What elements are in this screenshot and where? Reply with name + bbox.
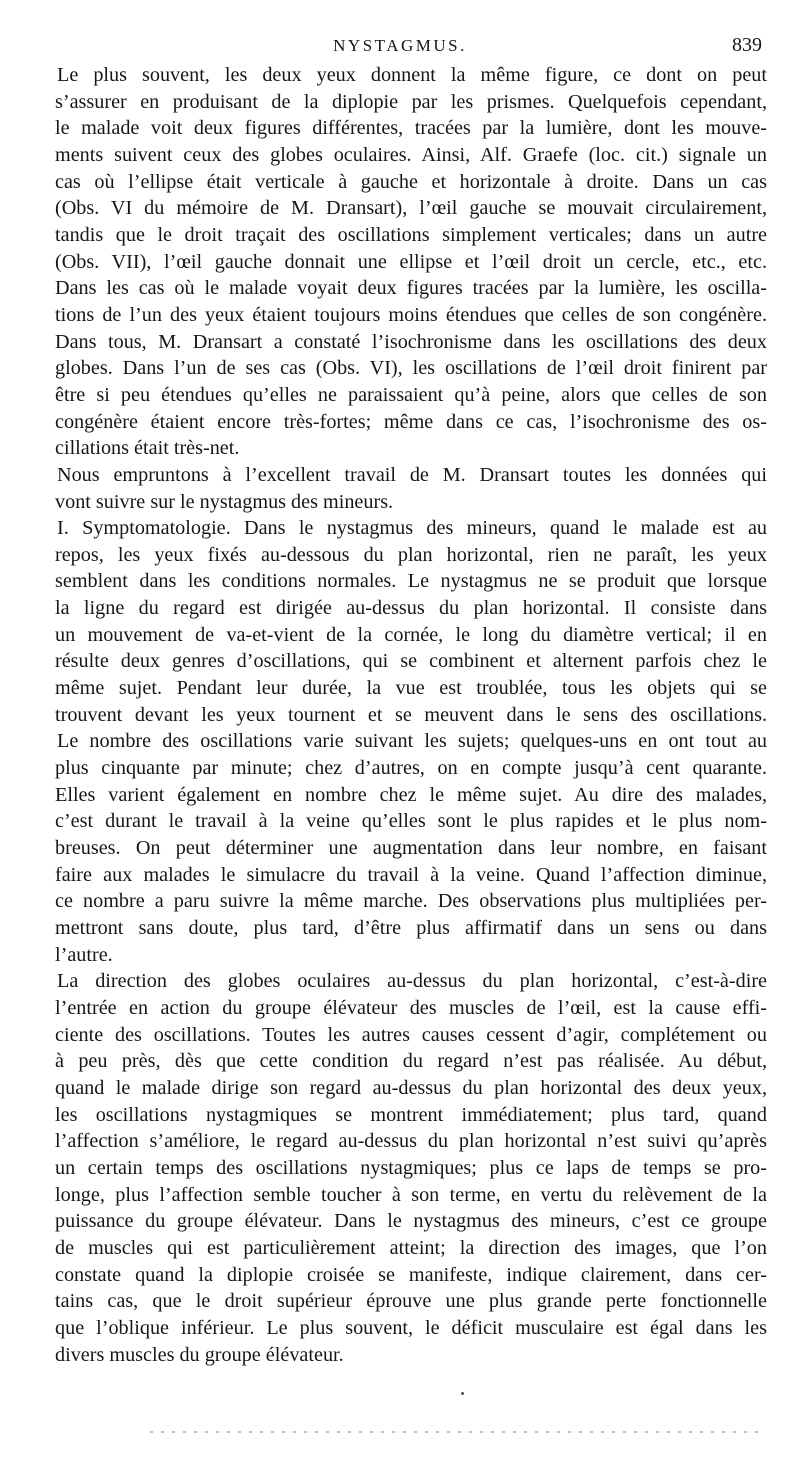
text-line: de muscles qui est particulièrement atteint; la direction des images, que l’on bbox=[55, 1236, 767, 1259]
text-line: ments suivent ceux des globes oculaires. Ainsi, Alf. Graefe (loc. cit.) signale un bbox=[55, 143, 767, 166]
text-line: les oscillations nystagmiques se montrent immédiatement; plus tard, quand bbox=[55, 1103, 767, 1126]
text-line: ciente des oscillations. Toutes les autres causes cessent d’agir, complétement ou bbox=[55, 1023, 767, 1046]
text-line: l’entrée en action du groupe élévateur des muscles de l’œil, est la cause effi- bbox=[55, 996, 767, 1019]
text-line: globes. Dans l’un de ses cas (Obs. VI), les oscillations de l’œil droit finirent par bbox=[55, 357, 767, 380]
text-line: un certain temps des oscillations nystagmiques; plus ce laps de temps se pro- bbox=[55, 1156, 767, 1179]
text-line: (Obs. VII), l’œil gauche donnait une ellipse et l’œil droit un cercle, etc., etc. bbox=[55, 250, 767, 273]
running-title: NYSTAGMUS. bbox=[333, 36, 467, 55]
text-line: résulte deux genres d’oscillations, qui se combinent et alternent parfois chez le bbox=[55, 650, 767, 673]
text-line: divers muscles du groupe élévateur. bbox=[55, 1343, 344, 1366]
text-line: Elles varient également en nombre chez le même sujet. Au dire des malades, bbox=[55, 783, 767, 806]
text-line: Nous empruntons à l’excellent travail de M. Dransart toutes les données qui bbox=[57, 463, 767, 486]
text-line: s’assurer en produisant de la diplopie par les prismes. Quelquefois cependant, bbox=[55, 90, 767, 113]
text-line: longe, plus l’affection semble toucher à son terme, en vertu du relèvement de la bbox=[55, 1183, 767, 1206]
text-line: tandis que le droit traçait des oscillations simplement verticales; dans un autre bbox=[55, 223, 767, 246]
text-line: c’est durant le travail à la veine qu’elles sont le plus rapides et le plus nom- bbox=[55, 810, 767, 833]
text-line: un mouvement de va-et-vient de la cornée, le long du diamètre vertical; il en bbox=[55, 623, 767, 646]
text-line: plus cinquante par minute; chez d’autres, on en compte jusqu’à cent quarante. bbox=[55, 757, 767, 780]
text-line: congénère étaient encore très-fortes; même dans ce cas, l’isochronisme des os- bbox=[55, 410, 767, 433]
text-line: ce nombre a paru suivre la même marche. Des observations plus multipliées per- bbox=[55, 890, 767, 913]
text-line: que l’oblique inférieur. Le plus souvent, le déficit musculaire est égal dans les bbox=[55, 1316, 767, 1339]
bottom-edge-artifact bbox=[150, 1431, 760, 1433]
text-line: I. Symptomatologie. Dans le nystagmus des mineurs, quand le malade est au bbox=[57, 517, 767, 540]
text-line: le malade voit deux figures différentes, tracées par la lumière, dont les mouve- bbox=[55, 117, 767, 140]
paragraph-diplopia-figures bbox=[55, 62, 767, 462]
text-line: la ligne du regard est dirigée au-dessus du plan horizontal. Il consiste dans bbox=[55, 597, 767, 620]
page-number: 839 bbox=[732, 34, 762, 56]
body-text bbox=[55, 62, 767, 1368]
text-line: à peu près, dès que cette condition du regard n’est pas réalisée. Au début, bbox=[55, 1050, 767, 1073]
text-line: Le nombre des oscillations varie suivant les sujets; quelques-uns en ont tout au bbox=[57, 730, 767, 753]
text-line: puissance du groupe élévateur. Dans le nystagmus des mineurs, c’est ce groupe bbox=[55, 1210, 767, 1233]
text-line: repos, les yeux fixés au-dessous du plan horizontal, rien ne paraît, les yeux bbox=[55, 543, 767, 566]
text-line: Le plus souvent, les deux yeux donnent la même figure, ce dont on peut bbox=[57, 64, 767, 86]
paragraph-elevator-group bbox=[55, 968, 767, 1368]
paragraph-symptomatologie bbox=[55, 515, 767, 728]
running-head bbox=[0, 34, 800, 64]
text-line: cas où l’ellipse était verticale à gauche et horizontale à droite. Dans un cas bbox=[55, 170, 767, 193]
text-line: l’autre. bbox=[55, 943, 113, 966]
text-line: La direction des globes oculaires au-dessus du plan horizontal, c’est-à-dire bbox=[57, 970, 767, 993]
text-line: cillations était très-net. bbox=[55, 437, 240, 460]
text-line: tains cas, que le droit supérieur éprouve une plus grande perte fonctionnelle bbox=[55, 1290, 767, 1313]
text-line: trouvent devant les yeux tournent et se meuvent dans le sens des oscillations. bbox=[55, 703, 767, 726]
text-line: Dans les cas où le malade voyait deux figures tracées par la lumière, les oscilla- bbox=[55, 277, 767, 300]
text-line: vont suivre sur le nystagmus des mineurs. bbox=[55, 490, 394, 513]
text-line: faire aux malades le simulacre du travail à la veine. Quand l’affection diminue, bbox=[55, 863, 767, 886]
paragraph-oscillation-count bbox=[55, 728, 767, 968]
text-line: semblent dans les conditions normales. Le nystagmus ne se produit que lorsque bbox=[55, 570, 767, 593]
paragraph-dransart-source bbox=[55, 462, 767, 515]
text-line: Dans tous, M. Dransart a constaté l’isochronisme dans les oscillations des deux bbox=[55, 330, 767, 353]
text-line: constate quand la diplopie croisée se manifeste, indique clairement, dans cer- bbox=[55, 1263, 767, 1286]
text-line: (Obs. VI du mémoire de M. Dransart), l’œil gauche se mouvait circulairement, bbox=[55, 197, 767, 220]
text-line: tions de l’un des yeux étaient toujours moins étendues que celles de son congénère. bbox=[55, 303, 767, 326]
print-speck bbox=[461, 1392, 464, 1395]
text-line: même sujet. Pendant leur durée, la vue est troublée, tous les objets qui se bbox=[55, 677, 767, 700]
text-line: l’affection s’améliore, le regard au-dessus du plan horizontal n’est suivi qu’après bbox=[55, 1130, 767, 1153]
text-line: être si peu étendues qu’elles ne paraissaient qu’à peine, alors que celles de son bbox=[55, 383, 767, 406]
text-line: quand le malade dirige son regard au-dessus du plan horizontal des deux yeux, bbox=[55, 1076, 767, 1099]
text-line: mettront sans doute, plus tard, d’être plus affirmatif dans un sens ou dans bbox=[55, 917, 767, 939]
text-line: breuses. On peut déterminer une augmentation dans leur nombre, en faisant bbox=[55, 837, 767, 860]
